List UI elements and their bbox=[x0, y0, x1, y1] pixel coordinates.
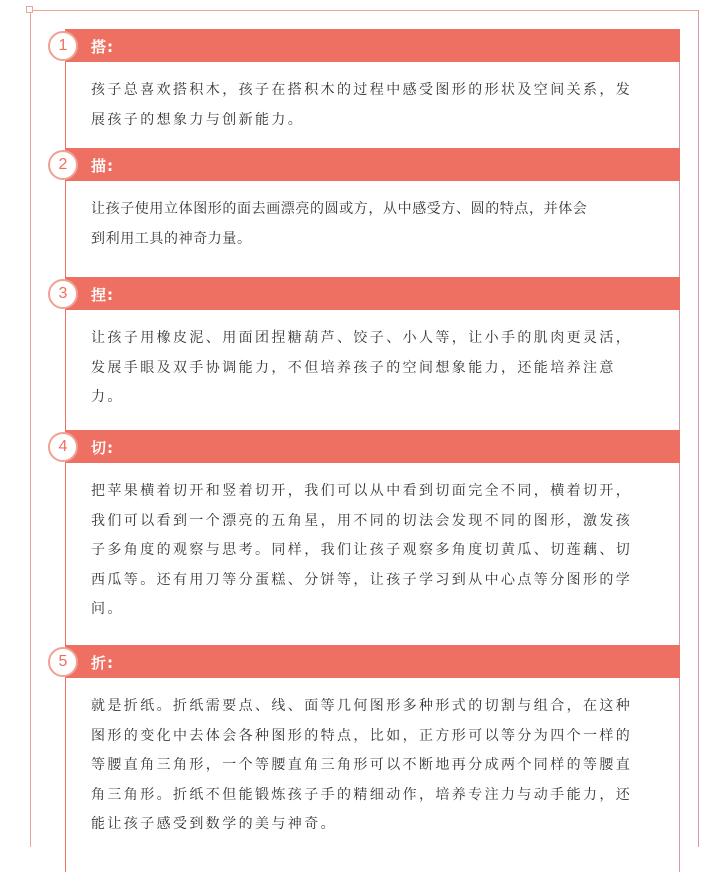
body-line: 到利用工具的神奇力量。 bbox=[91, 230, 252, 247]
section-header bbox=[65, 29, 680, 62]
section-body bbox=[65, 181, 680, 277]
body-line: 让孩子使用立体图形的面去画漂亮的圆或方，从中感受方、圆的特点，并体会 bbox=[91, 201, 588, 217]
body-line: 力。 bbox=[91, 389, 124, 405]
body-line: 图形的变化中去体会各种图形的特点，比如，正方形可以等分为四个一样的 bbox=[91, 727, 633, 744]
section-title: 折: bbox=[91, 654, 114, 672]
body-line: 发展手眼及双手协调能力，不但培养孩子的空间想象能力，还能培养注意 bbox=[91, 359, 616, 376]
frame-left-border bbox=[30, 10, 31, 847]
section-title: 切: bbox=[91, 439, 114, 457]
section-header bbox=[65, 645, 680, 678]
body-line: 能让孩子感受到数学的美与神奇。 bbox=[91, 816, 337, 832]
frame-top-border bbox=[30, 10, 699, 11]
body-line: 展孩子的想象力与创新能力。 bbox=[91, 111, 305, 128]
section-header bbox=[65, 430, 680, 463]
body-line: 问。 bbox=[91, 601, 124, 617]
section-title: 描: bbox=[91, 157, 114, 175]
section-body bbox=[65, 62, 680, 162]
number-circle-icon: 1 bbox=[48, 31, 78, 61]
section-header bbox=[65, 277, 680, 310]
section-title: 搭: bbox=[91, 38, 114, 56]
number-circle-icon: 2 bbox=[48, 150, 78, 180]
frame-corner-marker bbox=[26, 6, 33, 13]
body-line: 角三角形。折纸不但能锻炼孩子手的精细动作，培养专注力与动手能力，还 bbox=[91, 786, 633, 803]
number-circle-icon: 4 bbox=[48, 432, 78, 462]
body-line: 孩子总喜欢搭积木，孩子在搭积木的过程中感受图形的形状及空间关系，发 bbox=[91, 82, 633, 98]
section-title: 捏: bbox=[91, 286, 114, 304]
number-circle-icon: 5 bbox=[48, 647, 78, 677]
frame-right-border bbox=[698, 10, 699, 847]
section-body bbox=[65, 463, 680, 645]
number-circle-icon: 3 bbox=[48, 279, 78, 309]
body-line: 让孩子用橡皮泥、用面团捏糖葫芦、饺子、小人等，让小手的肌肉更灵活， bbox=[91, 330, 633, 346]
body-line: 等腰直角三角形，一个等腰直角三角形可以不断地再分成两个同样的等腰直 bbox=[91, 757, 633, 773]
section-body bbox=[65, 310, 680, 430]
body-line: 我们可以看到一个漂亮的五角星，用不同的切法会发现不同的图形，激发孩 bbox=[91, 512, 633, 529]
body-line: 子多角度的观察与思考。同样，我们让孩子观察多角度切黄瓜、切莲藕、切 bbox=[91, 542, 633, 558]
body-line: 西瓜等。还有用刀等分蛋糕、分饼等，让孩子学习到从中心点等分图形的学 bbox=[91, 571, 633, 588]
body-line: 就是折纸。折纸需要点、线、面等几何图形多种形式的切割与组合，在这种 bbox=[91, 698, 633, 714]
body-line: 把苹果横着切开和竖着切开，我们可以从中看到切面完全不同，横着切开， bbox=[91, 483, 633, 499]
section-header bbox=[65, 148, 680, 181]
section-body bbox=[65, 678, 680, 872]
